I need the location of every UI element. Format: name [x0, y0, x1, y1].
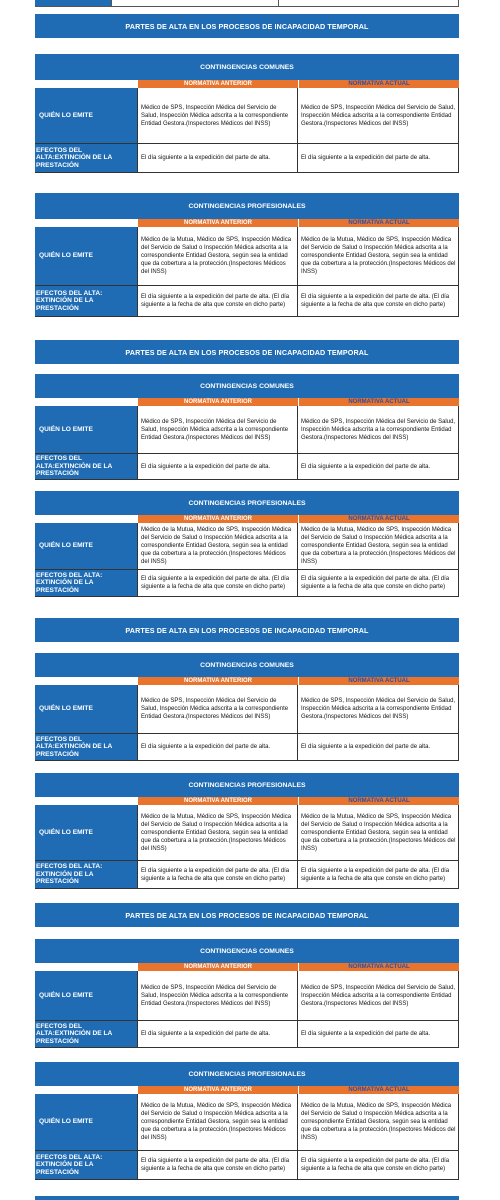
cell-actual: Médico de SPS, Inspección Médica del Servicio de Salud, Inspección Médica adscrita a la correspondiente Entidad Gestora.(Inspectores Médicos del INSS)	[297, 685, 459, 733]
table-row	[35, 406, 459, 454]
table-row	[35, 734, 459, 761]
table-row	[35, 88, 459, 144]
cell-anterior: El día siguiente a la expedición del parte de alta.	[137, 454, 297, 479]
cell-anterior: El día siguiente a la expedición del parte de alta. (El día siguiente a la fecha de alta que conste en dicho parte)	[137, 1151, 297, 1179]
cell-actual: El día siguiente a la expedición del parte de alta.	[297, 144, 459, 172]
section-title: PARTES DE ALTA EN LOS PROCESOS DE INCAPACIDAD TEMPORAL	[35, 903, 459, 927]
column-header-row	[35, 219, 459, 227]
table-contingencias-profesionales	[35, 1062, 459, 1180]
row-label: EFECTOS DEL ALTA:EXTINCIÓN DE LA PRESTACIÓN	[35, 1021, 137, 1047]
table-heading: CONTINGENCIAS COMUNES	[35, 939, 459, 963]
table-contingencias-comunes	[35, 939, 459, 1048]
column-header-anterior: NORMATIVA ANTERIOR	[137, 963, 298, 971]
row-label: QUIÉN LO EMITE	[35, 805, 137, 860]
cell-actual: El día siguiente a la expedición del parte de alta.	[297, 1021, 459, 1047]
table-row	[35, 144, 459, 173]
table-row	[35, 523, 459, 570]
row-label: EFECTOS DEL ALTA: EXTINCIÓN DE LA PRESTACIÓN	[35, 861, 137, 888]
column-header-anterior: NORMATIVA ANTERIOR	[137, 219, 298, 227]
column-header-row	[35, 677, 459, 685]
cell-anterior: Médico de SPS, Inspección Médica del Servicio de Salud, Inspección Médica adscrita a la correspondiente Entidad Gestora.(Inspectores Médicos del INSS)	[137, 88, 297, 143]
cell-actual: Médico de la Mutua, Médico de SPS, Inspección Médica del Servicio de Salud o Inspección Médica adscrita a la correspondiente Entidad Gestora, según sea la entidad que da cobertura a la protección.(Inspectores Médicos del INSS)	[297, 523, 459, 569]
cell-actual: Médico de SPS, Inspección Médica del Servicio de Salud, Inspección Médica adscrita a la correspondiente Entidad Gestora.(Inspectores Médicos del INSS)	[297, 971, 459, 1020]
table-row	[35, 1021, 459, 1048]
cell-anterior: El día siguiente a la expedición del parte de alta. (El día siguiente a la fecha de alta que conste en dicho parte)	[137, 861, 297, 888]
cell-actual: El día siguiente a la expedición del parte de alta. (El día siguiente a la fecha de alta que conste en dicho parte)	[297, 570, 459, 596]
cell-anterior: El día siguiente a la expedición del parte de alta.	[137, 144, 297, 172]
table-contingencias-comunes	[35, 374, 459, 480]
column-header-anterior: NORMATIVA ANTERIOR	[137, 677, 298, 685]
table-row	[35, 1151, 459, 1180]
column-header-anterior: NORMATIVA ANTERIOR	[137, 515, 298, 523]
column-header-actual: NORMATIVA ACTUAL	[298, 515, 459, 523]
row-label: QUIÉN LO EMITE	[35, 406, 137, 453]
row-label: EFECTOS DEL ALTA:EXTINCIÓN DE LA PRESTACIÓN	[35, 454, 137, 479]
table-contingencias-profesionales	[35, 773, 459, 889]
table-row	[35, 1094, 459, 1151]
table-row	[35, 454, 459, 480]
cell-anterior: Médico de la Mutua, Médico de SPS, Inspección Médica del Servicio de Salud o Inspección Médica adscrita a la correspondiente Entidad Gestora, según sea la entidad que da cobertura a la protección.(Inspectores Médicos del INSS)	[137, 227, 297, 285]
table-heading: CONTINGENCIAS COMUNES	[35, 54, 459, 80]
cell-anterior: El día siguiente a la expedición del parte de alta. (El día siguiente a la fecha de alta que conste en dicho parte)	[137, 570, 297, 596]
column-header-actual: NORMATIVA ACTUAL	[298, 963, 459, 971]
row-label: QUIÉN LO EMITE	[35, 523, 137, 569]
column-header-actual: NORMATIVA ACTUAL	[298, 80, 459, 88]
next-section-fragment	[35, 1196, 459, 1200]
table-contingencias-profesionales	[35, 193, 459, 317]
column-header-actual: NORMATIVA ACTUAL	[298, 398, 459, 406]
column-header-row	[35, 1086, 459, 1094]
cell-actual: El día siguiente a la expedición del parte de alta. (El día siguiente a la fecha de alta que conste en dicho parte)	[297, 286, 459, 316]
cell-actual: Médico de SPS, Inspección Médica del Servicio de Salud, Inspección Médica adscrita a la correspondiente Entidad Gestora.(Inspectores Médicos del INSS)	[297, 88, 459, 143]
column-header-actual: NORMATIVA ACTUAL	[298, 797, 459, 805]
cell-anterior: El día siguiente a la expedición del parte de alta. (El día siguiente a la fecha de alta que conste en dicho parte)	[137, 286, 297, 316]
table-heading: CONTINGENCIAS COMUNES	[35, 653, 459, 677]
column-header-anterior: NORMATIVA ANTERIOR	[137, 797, 298, 805]
cell-actual: El día siguiente a la expedición del parte de alta.	[297, 734, 459, 760]
cell-anterior: Médico de la Mutua, Médico de SPS, Inspección Médica del Servicio de Salud o Inspección Médica adscrita a la correspondiente Entidad Gestora, según sea la entidad que da cobertura a la protección.(Inspectores Médicos del INSS)	[137, 523, 297, 569]
column-header-actual: NORMATIVA ACTUAL	[298, 219, 459, 227]
column-header-actual: NORMATIVA ACTUAL	[298, 1086, 459, 1094]
cell-actual: Médico de SPS, Inspección Médica del Servicio de Salud, Inspección Médica adscrita a la correspondiente Entidad Gestora.(Inspectores Médicos del INSS)	[297, 406, 459, 453]
column-header-row	[35, 398, 459, 406]
cell-actual: Médico de la Mutua, Médico de SPS, Inspección Médica del Servicio de Salud o Inspección Médica adscrita a la correspondiente Entidad Gestora, según sea la entidad que da cobertura a la protección.(Inspectores Médicos del INSS)	[297, 1094, 459, 1150]
cell-actual: Médico de la Mutua, Médico de SPS, Inspección Médica del Servicio de Salud o Inspección Médica adscrita a la correspondiente Entidad Gestora, según sea la entidad que da cobertura a la protección.(Inspectores Médicos del INSS)	[297, 227, 459, 285]
column-header-anterior: NORMATIVA ANTERIOR	[137, 80, 298, 88]
row-label: QUIÉN LO EMITE	[35, 685, 137, 733]
row-label: QUIÉN LO EMITE	[35, 88, 137, 143]
table-row	[35, 227, 459, 286]
cell-anterior: Médico de la Mutua, Médico de SPS, Inspección Médica del Servicio de Salud o Inspección Médica adscrita a la correspondiente Entidad Gestora, según sea la entidad que da cobertura a la protección.(Inspectores Médicos del INSS)	[137, 805, 297, 860]
table-row	[35, 685, 459, 734]
table-contingencias-comunes	[35, 653, 459, 761]
cell-anterior: Médico de la Mutua, Médico de SPS, Inspección Médica del Servicio de Salud o Inspección Médica adscrita a la correspondiente Entidad Gestora, según sea la entidad que da cobertura a la protección.(Inspectores Médicos del INSS)	[137, 1094, 297, 1150]
table-row	[35, 971, 459, 1021]
top-fragment-cell	[278, 0, 459, 6]
table-row	[35, 861, 459, 889]
cell-anterior: Médico de SPS, Inspección Médica del Servicio de Salud, Inspección Médica adscrita a la correspondiente Entidad Gestora.(Inspectores Médicos del INSS)	[137, 406, 297, 453]
table-heading: CONTINGENCIAS COMUNES	[35, 374, 459, 398]
cell-anterior: Médico de SPS, Inspección Médica del Servicio de Salud, Inspección Médica adscrita a la correspondiente Entidad Gestora.(Inspectores Médicos del INSS)	[137, 971, 297, 1020]
column-header-row	[35, 797, 459, 805]
table-row	[35, 805, 459, 861]
cell-actual: El día siguiente a la expedición del parte de alta. (El día siguiente a la fecha de alta que conste en dicho parte)	[297, 1151, 459, 1179]
column-header-anterior: NORMATIVA ANTERIOR	[137, 398, 298, 406]
column-header-row	[35, 80, 459, 88]
cell-anterior: Médico de SPS, Inspección Médica del Servicio de Salud, Inspección Médica adscrita a la correspondiente Entidad Gestora.(Inspectores Médicos del INSS)	[137, 685, 297, 733]
table-row	[35, 570, 459, 597]
row-label: EFECTOS DEL ALTA: EXTINCIÓN DE LA PRESTACIÓN	[35, 570, 137, 596]
table-contingencias-comunes	[35, 54, 459, 173]
top-fragment-label	[35, 0, 111, 6]
row-label: EFECTOS DEL ALTA: EXTINCIÓN DE LA PRESTACIÓN	[35, 286, 137, 316]
section-title: PARTES DE ALTA EN LOS PROCESOS DE INCAPACIDAD TEMPORAL	[35, 14, 459, 38]
row-label: EFECTOS DEL ALTA:EXTINCIÓN DE LA PRESTACIÓN	[35, 734, 137, 760]
row-label: EFECTOS DEL ALTA: EXTINCIÓN DE LA PRESTACIÓN	[35, 1151, 137, 1179]
top-fragment-cell	[111, 0, 278, 6]
column-header-row	[35, 515, 459, 523]
cell-actual: El día siguiente a la expedición del parte de alta.	[297, 454, 459, 479]
cell-anterior: El día siguiente a la expedición del parte de alta.	[137, 1021, 297, 1047]
column-header-row	[35, 963, 459, 971]
section-title: PARTES DE ALTA EN LOS PROCESOS DE INCAPACIDAD TEMPORAL	[35, 340, 459, 364]
section-title: PARTES DE ALTA EN LOS PROCESOS DE INCAPACIDAD TEMPORAL	[35, 618, 459, 642]
column-header-actual: NORMATIVA ACTUAL	[298, 677, 459, 685]
cell-anterior: El día siguiente a la expedición del parte de alta.	[137, 734, 297, 760]
table-heading: CONTINGENCIAS PROFESIONALES	[35, 773, 459, 797]
row-label: QUIÉN LO EMITE	[35, 971, 137, 1020]
table-row	[35, 286, 459, 317]
table-heading: CONTINGENCIAS PROFESIONALES	[35, 193, 459, 219]
cell-actual: Médico de la Mutua, Médico de SPS, Inspección Médica del Servicio de Salud o Inspección Médica adscrita a la correspondiente Entidad Gestora, según sea la entidad que da cobertura a la protección.(Inspectores Médicos del INSS)	[297, 805, 459, 860]
row-label: EFECTOS DEL ALTA:EXTINCIÓN DE LA PRESTACIÓN	[35, 144, 137, 172]
table-heading: CONTINGENCIAS PROFESIONALES	[35, 491, 459, 515]
table-contingencias-profesionales	[35, 491, 459, 597]
table-heading: CONTINGENCIAS PROFESIONALES	[35, 1062, 459, 1086]
row-label: QUIÉN LO EMITE	[35, 227, 137, 285]
cell-actual: El día siguiente a la expedición del parte de alta. (El día siguiente a la fecha de alta que conste en dicho parte)	[297, 861, 459, 888]
top-table-fragment	[35, 0, 459, 7]
row-label: QUIÉN LO EMITE	[35, 1094, 137, 1150]
column-header-anterior: NORMATIVA ANTERIOR	[137, 1086, 298, 1094]
